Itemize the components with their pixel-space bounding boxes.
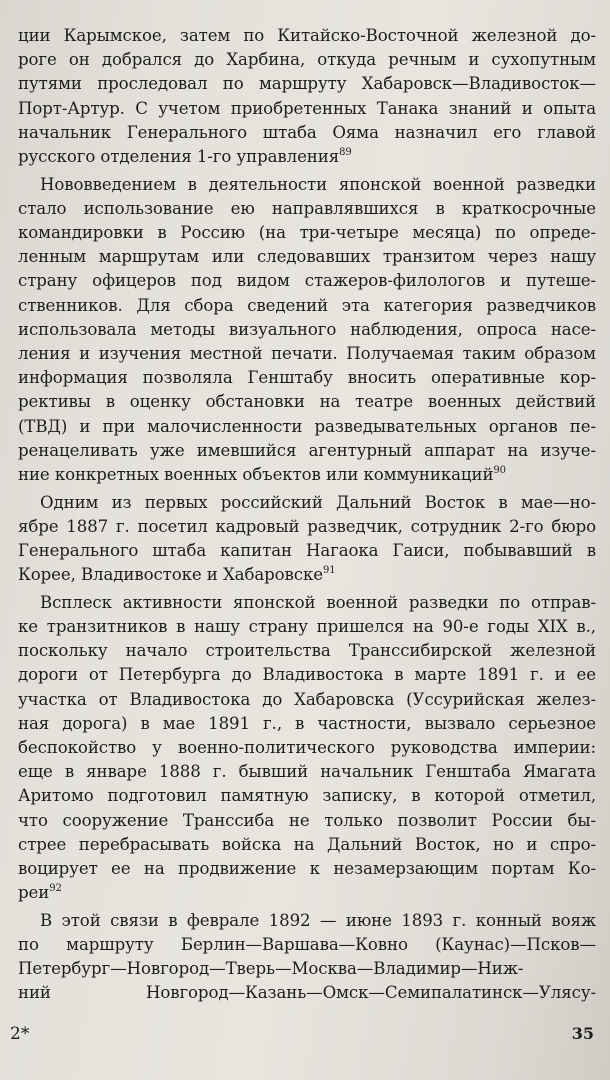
text-line: что сооружение Транссиба не только позволит России бы- [18,810,596,830]
text-line: командировки в Россию (на три-четыре месяца) по опреде- [18,223,596,242]
footnote-marker: 92 [49,883,62,895]
footnote-marker: 91 [322,565,336,577]
text-line: участка от Владивостока до Хабаровска (Уссурийская желез- [18,689,596,709]
text-line: ции Карымское, затем по Китайско-Восточной железной до- [18,26,596,45]
text-line: начальник Генерального штаба Ояма назначил его главой [18,122,596,142]
text-line: дороги от Петербурга до Владивостока в марте 1891 г. и ее [18,665,596,685]
page-number: 35 [571,1024,594,1043]
text-line: роге он добрался до Харбина, откуда речным и сухопутным [18,50,596,70]
footnote-marker: 90 [493,465,506,476]
footnote-marker: 89 [339,147,352,158]
text-line: Петербург—Новгород—Тверь—Москва—Владимир—Ниж- [18,959,524,979]
text-line: ний Новгород—Казань—Омск—Семипалатинск—Улясу- [18,983,596,1003]
text-line: стрее перебрасывать войска на Дальний Восток, но и спро- [18,834,596,854]
text-line: информация позволяла Генштабу вносить оперативные кор- [18,368,596,388]
text-line: стало использование ею направлявшихся в краткосрочные [18,198,596,218]
line-text: Корее, Владивостоке и Хабаровске [18,565,323,585]
text-line: ябре 1887 г. посетил кадровый разведчик, сотрудник 2-го бюро [18,516,596,536]
text-line [18,463,596,487]
text-line: Нововведением в деятельности японской военной разведки [40,174,596,194]
text-line: ная дорога) в мае 1891 г., в частности, вызвало серьезное [18,713,596,733]
text-line: страну офицеров под видом стажеров-филологов и путеше- [18,271,596,291]
text-line: Генерального штаба капитан Нагаока Гаиси, побывавший в [18,541,596,560]
text-line [18,145,596,169]
text-line: поскольку начало строительства Транссибирской железной [18,641,596,661]
text-line: по маршруту Берлин—Варшава—Ковно (Каунас)—Псков— [18,935,596,954]
book-page [18,24,596,1064]
line-text: реи [18,883,50,903]
text-line: воцирует ее на продвижение к незамерзающим портам Ко- [18,859,596,878]
text-line: В этой связи в феврале 1892 — июне 1893 г. конный вояж [40,910,596,930]
text-line: ленным маршрутам или следовавших транзитом через нашу [18,247,596,267]
signature-mark: 2* [10,1024,30,1044]
text-line: рективы в оценку обстановки на театре военных действий [18,392,596,412]
text-line: ления и изучения местной печати. Получаемая таким образом [18,344,596,363]
text-line: беспокойство у военно-политического руководства империи: [18,738,596,757]
text-line: ственников. Для сбора сведений эта категория разведчиков [18,295,596,315]
text-line: Всплеск активности японской военной разведки по отправ- [40,592,596,612]
text-line: Аритомо подготовил памятную записку, в которой отметил, [18,786,596,806]
text-line: еще в январе 1888 г. бывший начальник Генштаба Ямагата [18,762,596,782]
line-text: ние конкретных военных объектов или коммуникаций [18,465,494,484]
text-line [18,881,596,905]
text-line: (ТВД) и при малочисленности разведывательных органов пе- [18,416,596,436]
text-line: ке транзитников в нашу страну пришелся на 90-е годы XIX в., [18,617,596,636]
text-line: Порт-Артур. С учетом приобретенных Танака знаний и опыта [18,98,596,118]
text-line: ренацеливать уже имевшийся агентурный аппарат на изуче- [18,440,596,460]
text-line: путями проследовал по маршруту Хабаровск—Владивосток— [18,74,596,94]
text-line [18,563,596,587]
line-text: русского отделения 1-го управления [18,147,340,166]
text-line: Одним из первых российский Дальний Восток в мае—но- [40,492,596,512]
text-line: использовала методы визуального наблюдения, опроса насе- [18,319,596,339]
